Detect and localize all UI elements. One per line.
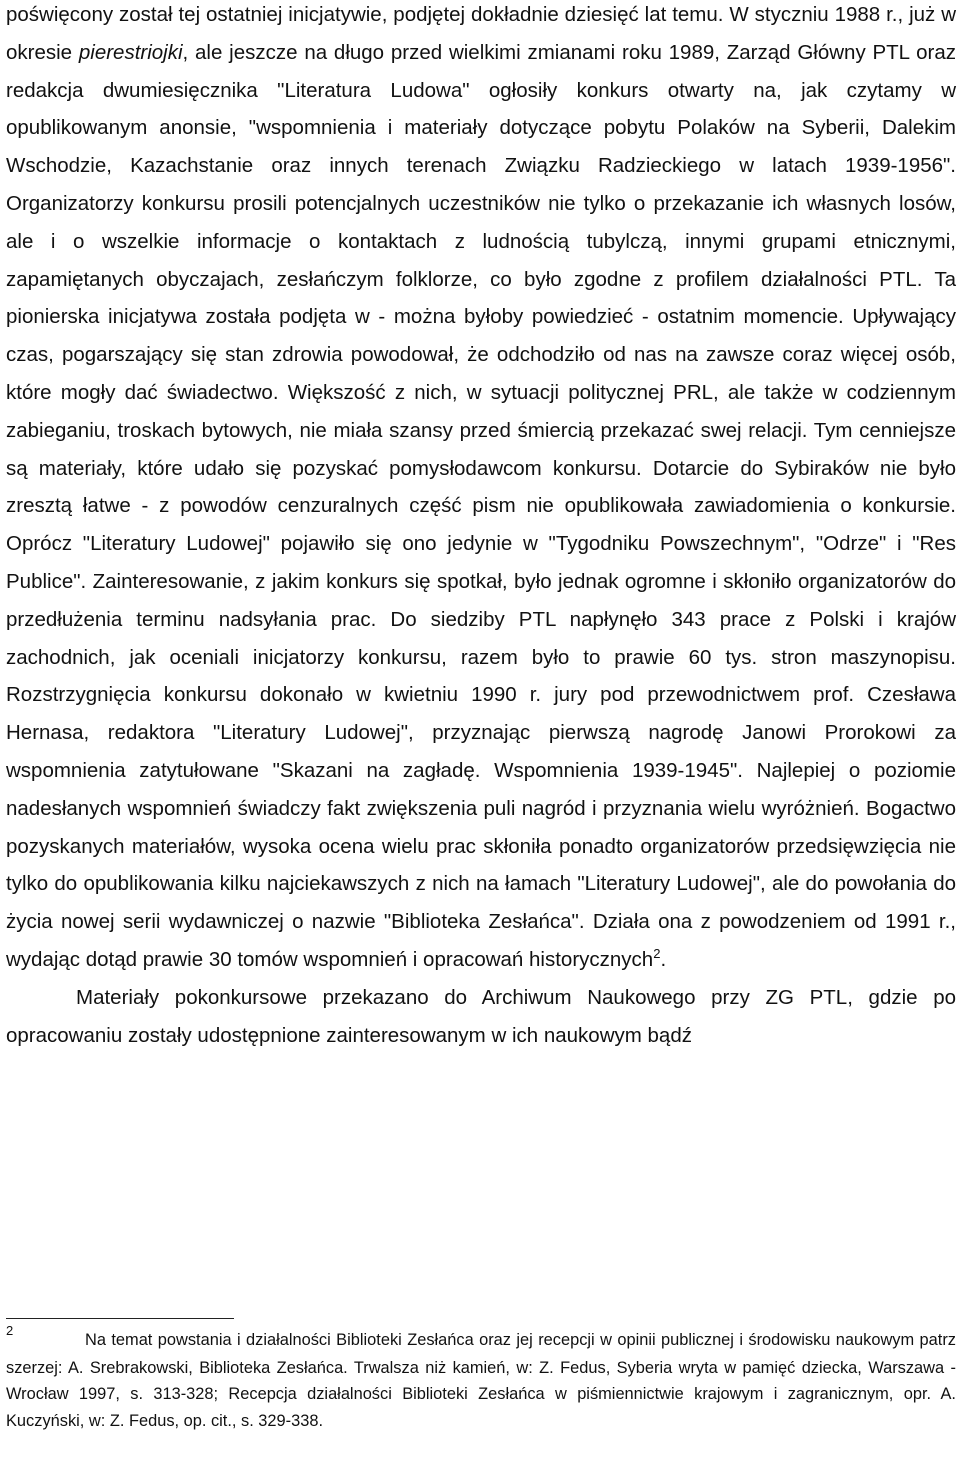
- paragraph-1-text-end: .: [660, 947, 667, 971]
- paragraph-1-text-start: poświęcony został tej ostatniej inicjatywie, podjętej dokładnie dziesięć lat temu. W styczniu 1988 r., już w okresie: [6, 3, 956, 64]
- body-paragraph-2: Materiały pokonkursowe przekazano do Archiwum Naukowego przy ZG PTL, gdzie po opracowaniu zostały udostępnione zainteresowanym w ich naukowym bądź: [6, 985, 956, 1047]
- paragraph-1-italic-term: pierestriojki: [78, 40, 183, 64]
- footnote-reference[interactable]: 2: [653, 946, 661, 962]
- document-page: [6, 0, 956, 1054]
- body-paragraph-1: [6, 0, 956, 979]
- footnote-text: Na temat powstania i działalności Biblioteki Zesłańca oraz jej recepcji w opinii publicznej i środowisku naukowym patrz szerzej: A. Srebrakowski, Biblioteka Zesłańca. Trwalsza niż kamień, w: Z. Fedus, Syberia wryta w pamięć dziecka, Warszawa - Wrocław 1997, s. 313-328; Recepcja działalności Biblioteki Zesłańca w piśmiennictwie krajowym i zagranicznym, opr. A. Kuczyński, w: Z. Fedus, op. cit., s. 329-338.: [6, 1331, 956, 1430]
- footnote-number: 2: [6, 1323, 14, 1338]
- paragraph-1-text-main: , ale jeszcze na długo przed wielkimi zmianami roku 1989, Zarząd Główny PTL oraz redakcja dwumiesięcznika "Literatura Ludowa" ogłosiły konkurs otwarty na, jak czytamy w opublikowanym anonsie, "wspomnienia i materiały dotyczące pobytu Polaków na Syberii, Dalekim Wschodzie, Kazachstanie oraz innych terenach Związku Radzieckiego w latach 1939-1956". Organizatorzy konkursu prosili potencjalnych uczestników nie tylko o przekazanie ich własnych losów, ale i o wszelkie informacje o kontaktach z ludnością tubylczą, innymi grupami etnicznymi, zapamiętanych obyczajach, zesłańczym folklorze, co było zgodne z profilem działalności PTL. Ta pionierska inicjatywa została podjęta w - można byłoby powiedzieć - ostatnim momencie. Upływający czas, pogarszający się stan zdrowia powodował, że odchodziło od nas na zawsze coraz więcej osób, które mogły dać świadectwo. Większość z nich, w sytuacji politycznej PRL, ale także w codziennym zabieganiu, troskach bytowych, nie miała szansy przed śmiercią przekazać swej relacji. Tym cenniejsze są materiały, które udało się pozyskać pomysłodawcom konkursu. Dotarcie do Sybiraków nie było zresztą łatwe - z powodów cenzuralnych część pism nie opublikowała zawiadomienia o konkursie. Oprócz "Literatury Ludowej" pojawiło się ono jedynie w "Tygodniku Powszechnym", "Odrze" i "Res Publice". Zainteresowanie, z jakim konkurs się spotkał, było jednak ogromne i skłoniło organizatorów do przedłużenia terminu nadsyłania prac. Do siedziby PTL napłynęło 343 prace z Polski i krajów zachodnich, jak oceniali inicjatorzy konkursu, razem było to prawie 60 tys. stron maszynopisu. Rozstrzygnięcia konkursu dokonało w kwietniu 1990 r. jury pod przewodnictwem prof. Czesława Hernasa, redaktora "Literatury Ludowej", przyznając pierwszą nagrodę Janowi Prorokowi za wspomnienia zatytułowane "Skazani na zagładę. Wspomnienia 1939-1945". Najlepiej o poziomie nadesłanych wspomnień świadczy fakt zwiększenia puli nagród i przyznania wielu wyróżnień. Bogactwo pozyskanych materiałów, wysoka ocena wielu prac skłoniła ponadto organizatorów przedsięwzięcia nie tylko do opublikowania kilku najciekawszych z nich na łamach "Literatury Ludowej", ale do powołania do życia nowej serii wydawniczej o nazwie "Biblioteka Zesłańca". Działa ona z powodzeniem od 1991 r., wydając dotąd prawie 30 tomów wspomnień i opracowań historycznych: [6, 40, 956, 971]
- footnote: [6, 1323, 956, 1434]
